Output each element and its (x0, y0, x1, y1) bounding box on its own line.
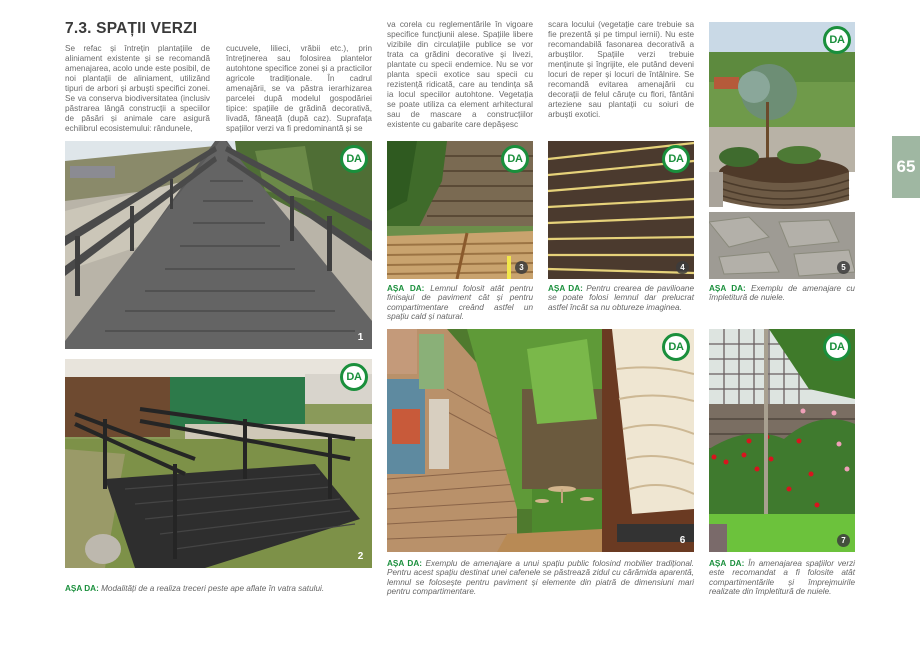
photo-dark-footbridge (65, 359, 372, 568)
da-badge: DA (501, 145, 529, 173)
body-column-3: va corela cu reglementările în vigoare specifice funcțiunii alese. Spațiile libere vizibile din circulațiile publice se vor trata ca grădini decorative și livezi, plantate cu specii endemice. Nu se vor planta specii exotice sau specii cu rezistență ridicată, care au tendința să ia locul speciilor autohtone. Vegetația se poate utiliza ca element arhitectural sau de mascare a construcțiilor existente cu gabarite care depășesc (387, 20, 533, 130)
caption-bridges (65, 584, 385, 593)
footbridge-illustration (65, 359, 372, 568)
photo-wicker-tree-bed (709, 22, 855, 279)
da-badge: DA (340, 363, 368, 391)
courtyard-illustration (387, 329, 694, 552)
photo-number: 6 (679, 535, 686, 546)
photo-number: 5 (837, 261, 850, 274)
photo-number: 4 (676, 261, 689, 274)
da-badge: DA (662, 145, 690, 173)
roses-fence-illustration (709, 329, 855, 552)
caption-lead: AȘA DA: (709, 559, 745, 568)
section-title: 7.3. SPAȚII VERZI (65, 20, 198, 37)
body-column-4: scara locului (vegetație care trebuie sa fie prezentă și pe timpul iernii). Nu este recomandabilă fasonarea decorativă a arbuștilor. Spațiile verzi trebuie menținute și îngrijite, ele putând deveni locuri de reper și locuri de întâlnire. Se recomandă evitarea amenajării cu decorații de felul căruțe cu flori, fântâni arteziene sau plantații cu soiuri de arbuști exotici. (548, 20, 694, 120)
caption-lead: AȘA DA: (387, 559, 422, 568)
da-badge: DA (823, 26, 851, 54)
caption-photo-6 (387, 559, 694, 597)
caption-text: Lemnul folosit atât pentru finisajul de paviment cât și pentru compartimentare creând astfel un spațiu cald și natural. (387, 284, 533, 322)
caption-photo-5 (709, 284, 855, 303)
caption-text: Exemplu de amenajare cu împletitură de nuiele. (709, 284, 855, 303)
caption-photo-4 (548, 284, 694, 312)
caption-lead: AȘA DA: (548, 284, 583, 293)
photo-wooden-deck (387, 141, 533, 279)
photo-number: 3 (515, 261, 528, 274)
photo-number: 1 (357, 332, 364, 343)
photo-number: 2 (357, 551, 364, 562)
body-column-2: cucuvele, lilieci, vrăbii etc.), prin întreținerea sau folosirea plantelor autohtone specifice zonei și a practicilor agricole tradiționale. În cadrul amenajării, se va păstra ierarhizarea parcelei după modelul gospodăriei tipice: spațiile de grădină decorativă, livadă, fâneață (după caz). Suprafața spațiilor verzi va fi predominantă și se (226, 44, 372, 134)
da-badge: DA (662, 333, 690, 361)
photo-woven-fence-roses (709, 329, 855, 552)
da-badge: DA (823, 333, 851, 361)
photo-number: 7 (837, 534, 850, 547)
caption-text: Pentru crearea de pavilioane se poate folosi lemnul dar prelucrat astfel încât sa nu obtureze imaginea. (548, 284, 695, 312)
photo-brick-courtyard (387, 329, 694, 552)
caption-lead: AȘA DA: (65, 584, 99, 593)
da-badge: DA (340, 145, 368, 173)
caption-lead: AȘA DA: (387, 284, 425, 293)
wicker-bed-illustration (709, 22, 855, 279)
page-number-tab: 65 (892, 136, 920, 198)
caption-text: În amenajarea spațiilor verzi este recomandat a fi folosite atât compartimentările și împrejmuirile realizate din împletitură de nuiele. (709, 559, 855, 597)
caption-photo-7 (709, 559, 855, 597)
caption-text: Modalități de a realiza treceri peste ape aflate în vatra satului. (101, 584, 325, 593)
caption-lead: AȘA DA: (709, 284, 746, 293)
caption-photo-3 (387, 284, 533, 322)
bridge-illustration (65, 141, 372, 349)
body-column-1: Se refac și întrețin plantațiile de aliniament existente și se recomandă amenajarea, acolo unde este posibil, de noi plantații de aliniament, utilizând tipuri de arbori și arbuști specifici zonei. Se va conserva biodiversitatea (inclusiv păstrarea lângă construcții a speciilor de păsări și animale care asigură echilibrul ecosistemului: rândunele, (65, 44, 210, 134)
caption-text: Exemplu de amenajare a unui spațiu public folosind mobilier tradițional. Pentru acest spațiu destinat unei cafenele se păstrează zidul cu cărămida aparentă, lemnul se folosește pentru paviment și elemente din piatră de dimensiuni mari pentru compartimentare. (387, 559, 695, 597)
photo-wooden-bridge (65, 141, 372, 349)
photo-slatted-pavilion (548, 141, 694, 279)
